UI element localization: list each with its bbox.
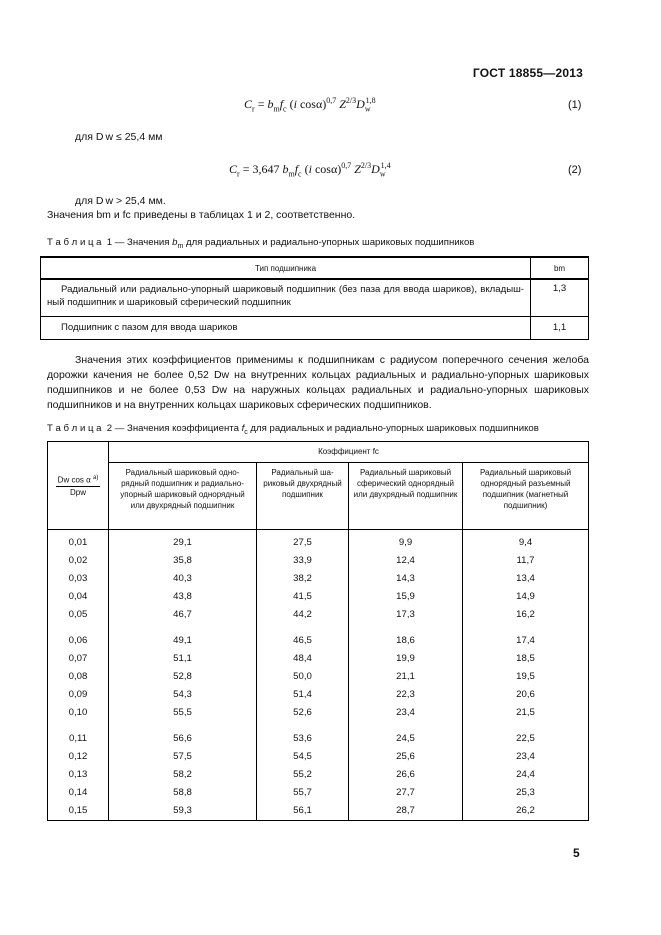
table-cell: 22,5 (463, 730, 589, 748)
table2-first-col-header (48, 442, 109, 530)
table-gap-cell (349, 624, 463, 632)
table-cell: 52,8 (109, 668, 257, 686)
table-cell: 29,1 (109, 530, 257, 553)
table-cell: 22,3 (349, 686, 463, 704)
table-cell: 51,4 (257, 686, 349, 704)
table-cell: 55,2 (257, 766, 349, 784)
table-row (48, 570, 589, 588)
table-cell: 40,3 (109, 570, 257, 588)
table-cell: 11,7 (463, 552, 589, 570)
table-row (48, 748, 589, 766)
table-cell: 23,4 (349, 704, 463, 722)
table-cell: 0,12 (48, 748, 109, 766)
table-cell: 0,01 (48, 530, 109, 553)
table-cell: 21,1 (349, 668, 463, 686)
table-cell: 52,6 (257, 704, 349, 722)
table-cell: 48,4 (257, 650, 349, 668)
table-cell: 14,9 (463, 588, 589, 606)
table1 (40, 256, 589, 340)
table-row (41, 279, 589, 317)
table-cell: 17,3 (349, 606, 463, 624)
table-cell: 28,7 (349, 802, 463, 821)
formula-1-number: (1) (568, 99, 582, 111)
table-cell: 41,5 (257, 588, 349, 606)
table-cell: 0,14 (48, 784, 109, 802)
table-cell: 0,09 (48, 686, 109, 704)
table-gap-cell (48, 722, 109, 730)
table-cell: 19,5 (463, 668, 589, 686)
intro-text: Значения bm и fc приведены в таблицах 1 и 2, соответственно. (47, 209, 356, 221)
table-row (48, 632, 589, 650)
table-gap-cell (257, 722, 349, 730)
table1-row1-type: Радиальный или радиально-упорный шариковый подшипник (без паза для ввода шариков), вкладышный подшипник и шариковый сферический подшипник (41, 279, 531, 317)
table1-caption-suffix: для радиальных и радиально-упорных шариковых подшипников (183, 237, 475, 248)
table-cell: 54,3 (109, 686, 257, 704)
table-cell: 26,2 (463, 802, 589, 821)
formula-2-condition: для D w > 25,4 мм. (75, 195, 166, 207)
table1-row1-bm: 1,3 (531, 279, 589, 317)
table-cell: 58,8 (109, 784, 257, 802)
table-cell: 0,10 (48, 704, 109, 722)
table-cell: 24,4 (463, 766, 589, 784)
table-cell: 33,9 (257, 552, 349, 570)
table-cell: 55,7 (257, 784, 349, 802)
table-cell: 35,8 (109, 552, 257, 570)
table-cell: 46,7 (109, 606, 257, 624)
document-header: ГОСТ 18855—2013 (472, 66, 583, 80)
table-gap-row (48, 624, 589, 632)
formula-1: $C_r = b_mf_c$ (i cosα)$^{0,7}$ $Z^{2/3}D_w^{1,8}$ (244, 96, 376, 114)
table2-coef-header: Коэффициент fc (109, 442, 589, 463)
table-cell: 16,2 (463, 606, 589, 624)
page-number: 5 (573, 846, 580, 860)
table-cell: 56,1 (257, 802, 349, 821)
table-cell: 0,08 (48, 668, 109, 686)
table-cell: 56,6 (109, 730, 257, 748)
table-cell: 23,4 (463, 748, 589, 766)
formula-2: $C_r = 3,647$ $b_mf_c$ (i cosα)$^{0,7}$ $Z^{2/3}D_w^{1,4}$ (229, 161, 391, 179)
table-cell: 50,0 (257, 668, 349, 686)
table-row (48, 606, 589, 624)
table-cell: 55,5 (109, 704, 257, 722)
table-cell: 9,9 (349, 530, 463, 553)
table-row (48, 766, 589, 784)
table-cell: 25,3 (463, 784, 589, 802)
table-cell: 0,06 (48, 632, 109, 650)
table2-caption-suffix: для радиальных и радиально-упорных шариковых подшипников (247, 423, 539, 434)
table-cell: 0,05 (48, 606, 109, 624)
formula-2-number: (2) (568, 164, 582, 176)
table-cell: 0,07 (48, 650, 109, 668)
table-row (48, 784, 589, 802)
table2-col-2: Радиальный шариковый двухрядный подшипник (257, 463, 349, 530)
table2-note-mark: a) (92, 475, 99, 482)
table-cell: 0,13 (48, 766, 109, 784)
table-row (48, 668, 589, 686)
table1-row2-type: Подшипник с пазом для ввода шариков (41, 317, 531, 340)
table-cell: 57,5 (109, 748, 257, 766)
table-cell: 20,6 (463, 686, 589, 704)
table-cell: 44,2 (257, 606, 349, 624)
table-cell: 27,5 (257, 530, 349, 553)
table2 (47, 441, 589, 821)
table2-col-1: Радиальный шариковый однорядный подшипник и радиально-упорный шариковый однорядный или двухрядный подшипник (109, 463, 257, 530)
table-row (48, 650, 589, 668)
table-cell: 43,8 (109, 588, 257, 606)
table-cell: 18,6 (349, 632, 463, 650)
table-cell: 19,9 (349, 650, 463, 668)
formula-1-condition: для D w ≤ 25,4 мм (75, 131, 163, 143)
table-row (48, 730, 589, 748)
table-cell: 14,3 (349, 570, 463, 588)
table-cell: 27,7 (349, 784, 463, 802)
table-cell: 15,9 (349, 588, 463, 606)
table-cell: 53,6 (257, 730, 349, 748)
table1-col-bm: bm (531, 257, 589, 279)
table-cell: 58,2 (109, 766, 257, 784)
table2-col-4: Радиальный шариковый однорядный разъемный подшипник (магнетный подшипник) (463, 463, 589, 530)
table-cell: 0,11 (48, 730, 109, 748)
table-cell: 25,6 (349, 748, 463, 766)
table-row (48, 802, 589, 821)
table1-header-row (41, 257, 589, 279)
table-gap-cell (48, 624, 109, 632)
table2-caption-prefix: Т а б л и ц а 2 — Значения коэффициента (47, 423, 242, 434)
table-cell: 26,6 (349, 766, 463, 784)
table-cell: 54,5 (257, 748, 349, 766)
table-cell: 13,4 (463, 570, 589, 588)
table1-row2-bm: 1,1 (531, 317, 589, 340)
table-cell: 51,1 (109, 650, 257, 668)
table-row (41, 317, 589, 340)
table2-frac-denominator: Dpw (69, 487, 86, 497)
table-row (48, 552, 589, 570)
table-cell: 46,5 (257, 632, 349, 650)
table-cell: 17,4 (463, 632, 589, 650)
table-cell: 9,4 (463, 530, 589, 553)
table1-caption: Т а б л и ц а 1 — Значения $b_m$ для радиальных и радиально-упорных шариковых подшипников (47, 237, 475, 250)
table-cell: 59,3 (109, 802, 257, 821)
table2-col-3: Радиальный шариковый сферический однорядный или двухрядный подшипник (349, 463, 463, 530)
table-cell: 12,4 (349, 552, 463, 570)
table-gap-cell (109, 624, 257, 632)
table-gap-cell (463, 722, 589, 730)
table-gap-cell (257, 624, 349, 632)
table-gap-cell (349, 722, 463, 730)
table-row (48, 686, 589, 704)
table-cell: 0,04 (48, 588, 109, 606)
table-cell: 0,15 (48, 802, 109, 821)
table-gap-row (48, 722, 589, 730)
table1-col-type: Тип подшипника (41, 257, 531, 279)
table-cell: 21,5 (463, 704, 589, 722)
table-cell: 38,2 (257, 570, 349, 588)
table-row (48, 530, 589, 553)
table-gap-cell (109, 722, 257, 730)
table-row (48, 588, 589, 606)
table-cell: 0,02 (48, 552, 109, 570)
table2-caption: Т а б л и ц а 2 — Значения коэффициента $f_c$ для радиальных и радиально-упорных шариковых подшипников (47, 423, 539, 436)
table-cell: 0,03 (48, 570, 109, 588)
table-cell: 18,5 (463, 650, 589, 668)
table1-caption-prefix: Т а б л и ц а 1 — Значения (47, 237, 173, 248)
table2-frac-numerator: Dw cos α (57, 475, 91, 485)
table-gap-cell (463, 624, 589, 632)
table-row (48, 704, 589, 722)
paragraph: Значения этих коэффициентов применимы к подшипникам с радиусом поперечного сечения желоба дорожки качения не более 0,52 Dw на внутренних кольцах радиальных и радиально-упорных шариковых подшипников и не более 0,53 Dw на наружных кольцах радиальных и радиально-упорных шариковых подшипников и на внутренних кольцах шариковых сферических подшипников. (47, 354, 589, 411)
table-cell: 49,1 (109, 632, 257, 650)
table-cell: 24,5 (349, 730, 463, 748)
